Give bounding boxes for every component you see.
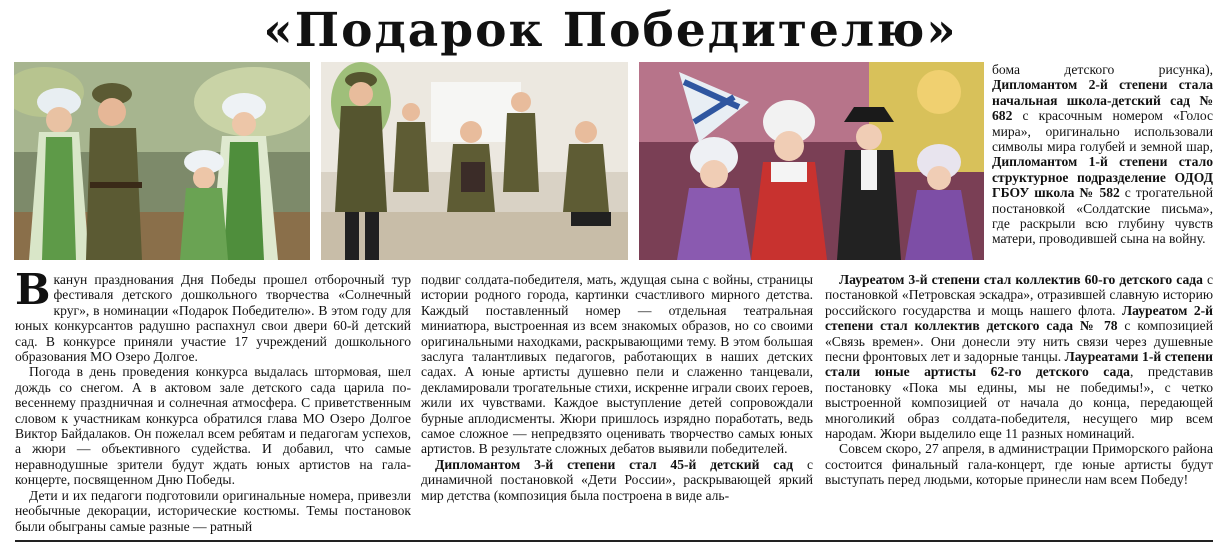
- photo-children-historical-costumes: [639, 62, 984, 260]
- bold-text-run: Лауреатами 1-й степени стали юные артисты 62-го детского сада: [825, 349, 1213, 380]
- paragraph: Погода в день проведения конкурса выдалась штормовая, шел дождь со снегом. А в актовом зале детского сада царила по-весеннему праздничная и солнечная атмосфера. С приветственным словом к участникам конкурса обратился глава МО Озеро Долгое Виктор Байдалаков. Он пожелал всем ребятам и педагогам успехов, а жюри — объективного судейства. И добавил, что самые неравнодушные зрители будут ждать юных артистов на гала-концерте, посвященном Дню Победы.: [15, 364, 411, 488]
- bottom-divider: [15, 540, 1213, 542]
- bold-text-run: Дипломантом 3-й степени стал 45-й детский сад: [435, 456, 794, 472]
- article-title: «Подарок Победителю»: [263, 3, 958, 58]
- text-run: с постановкой «Петровская эскадра», отразившей славную историю российского государства и мощь нашего флота.: [825, 272, 1213, 318]
- photo-children-soldier-uniforms: [321, 62, 628, 260]
- text-run: с красочным номером «Голос мира», оригинально использовали символы мира голубей и земной шар,: [992, 108, 1213, 155]
- text-run: с трогательной постановкой «Солдатские письма», где раскрыли всю глубину чувств матери, проводившей сына на войну.: [992, 185, 1214, 247]
- article-column-4: [992, 62, 1213, 247]
- paragraph: Дети и их педагоги подготовили оригинальные номера, привезли необычные декорации, исторические костюмы. Темы постановок были обыграны самые разные — ратный: [15, 487, 411, 534]
- bold-text-run: Дипломантом 1-й степени стало структурное подразделение ОДОД ГБОУ школа № 582: [992, 154, 1213, 201]
- paragraph: [825, 272, 1213, 441]
- paragraph: [421, 457, 813, 503]
- article-column-2: [421, 272, 813, 503]
- paragraph: подвиг солдата-победителя, мать, ждущая сына с войны, страницы истории родного города, картинки счастливого мирного детства. Каждый поставленный номер — отдельная театральная миниатюра, выстроенная из всем знакомых образов, но со своими оригинальными находками, раскрывающими тему. В этом большая заслуга талантливых педагогов, работающих в наших детских садах. А юные артисты душевно пели и слаженно танцевали, декламировали трогательные стихи, искренне играли своих героев, жили их чувствами. Каждое выступление детей сопровождали бурные аплодисменты. Жюри пришлось изрядно поработать, ведь самое сложное — непредвзято оценивать творчество самых юных артистов. В результате сложных дебатов выявили победителей.: [421, 272, 813, 457]
- article-column-1: [15, 265, 411, 534]
- photo-children-in-costumes: [14, 62, 310, 260]
- text-run: с композицией «Связь времен». Они донесли эту нить связи через душевные песни фронтовых лет и задорные танцы.: [825, 318, 1213, 365]
- text-run: , представив постановку «Пока мы едины, мы не победимы!», с четко выстроенной композицией от начала до конца, передающей многоликий образ солдата-победителя, несущего мир всем народам. Жюри выделило еще 11 разных номинаций.: [825, 364, 1213, 442]
- paragraph: [15, 265, 411, 365]
- paragraph: [992, 62, 1213, 247]
- bold-text-run: Лауреатом 3-й степени стал коллектив 60-го детского сада: [839, 272, 1203, 287]
- bold-text-run: Лауреатом 2-й степени стал коллектив детского сада № 78: [825, 302, 1213, 334]
- paragraph: Совсем скоро, 27 апреля, в администрации Приморского района состоится финальный гала-концерт, где юные артисты будут выступать перед людьми, которые принесли нам всем Победу!: [825, 441, 1213, 488]
- drop-cap: В: [15, 265, 51, 314]
- bold-text-run: Дипломантом 2-й степени стала начальная школа-детский сад № 682: [992, 77, 1213, 124]
- text-run: с динамичной постановкой «Дети России», раскрывающей яркий мир детства (композиция была построена в виде аль-: [421, 456, 814, 503]
- text-run: канун празднования Дня Победы прошел отборочный тур фестиваля детского дошкольного творчества «Солнечный круг», в номинации «Подарок Победителю». В этом году для юных конкурсантов радушно распахнул свои двери 60-й детский сад. В конкурсе приняли участие 17 учреждений дошкольного образования МО Озеро Долгое.: [15, 272, 411, 365]
- article-column-3: [825, 272, 1213, 488]
- text-run: бома детского рисунка),: [992, 62, 1213, 77]
